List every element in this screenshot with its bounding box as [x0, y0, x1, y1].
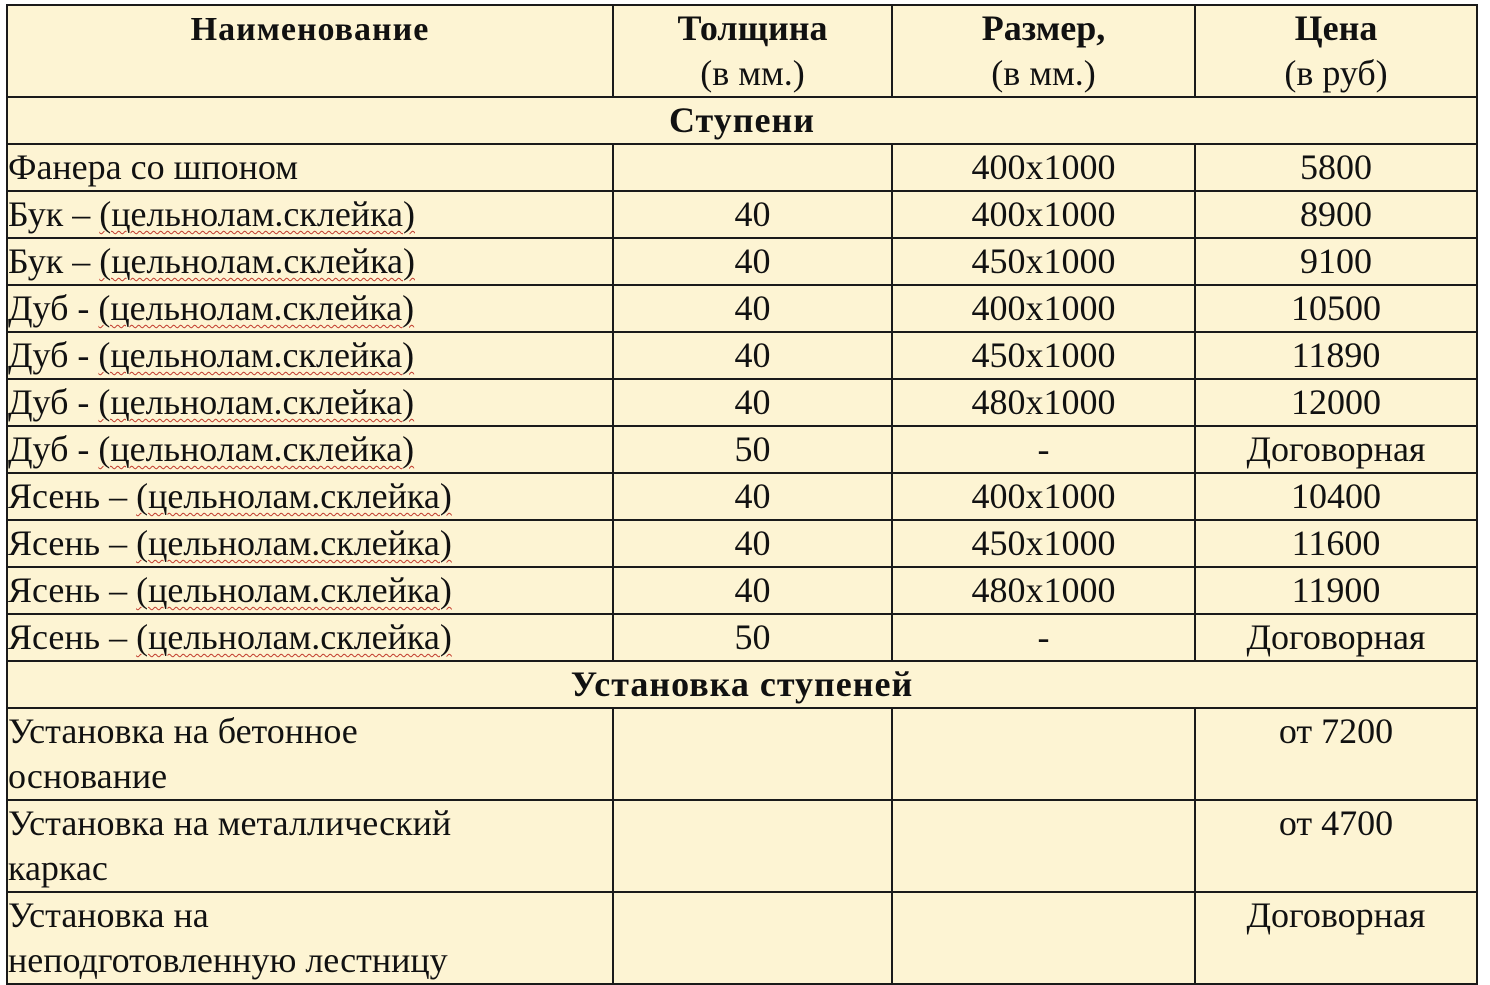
item-price: 11890	[1195, 332, 1477, 379]
install-price: Договорная	[1195, 892, 1477, 984]
item-name	[7, 238, 613, 285]
item-size: -	[892, 426, 1195, 473]
install-name-line1: Установка на бетонное	[8, 711, 358, 751]
item-name-main: (цельнолам.склейка)	[99, 241, 415, 281]
item-thickness: 40	[613, 285, 892, 332]
item-price: 12000	[1195, 379, 1477, 426]
item-size: -	[892, 614, 1195, 661]
item-size: 400х1000	[892, 473, 1195, 520]
item-thickness: 40	[613, 238, 892, 285]
table-row	[7, 473, 1477, 520]
install-size	[892, 892, 1195, 984]
table-row	[7, 191, 1477, 238]
item-thickness: 40	[613, 567, 892, 614]
item-price: 11600	[1195, 520, 1477, 567]
header-price-unit: (в руб)	[1284, 53, 1388, 93]
section-title-install: Установка ступеней	[7, 661, 1477, 708]
item-name-main: (цельнолам.склейка)	[99, 194, 415, 234]
item-name	[7, 614, 613, 661]
item-price: Договорная	[1195, 614, 1477, 661]
install-thickness	[613, 708, 892, 800]
item-thickness: 40	[613, 191, 892, 238]
install-name-line1: Установка на	[8, 895, 209, 935]
install-thickness	[613, 800, 892, 892]
item-name-prefix: Ясень –	[8, 476, 137, 516]
price-table	[6, 4, 1478, 985]
table-row	[7, 520, 1477, 567]
item-name	[7, 332, 613, 379]
item-name-prefix: Ясень –	[8, 570, 137, 610]
table-row	[7, 238, 1477, 285]
table-row	[7, 567, 1477, 614]
item-name-main: (цельнолам.склейка)	[136, 523, 452, 563]
table-row	[7, 892, 1477, 984]
item-name-main: (цельнолам.склейка)	[136, 476, 452, 516]
item-size: 400х1000	[892, 191, 1195, 238]
item-thickness: 40	[613, 473, 892, 520]
table-row	[7, 332, 1477, 379]
header-name	[7, 5, 613, 97]
header-name-text: Наименование	[190, 11, 430, 48]
section-title-steps: Ступени	[7, 97, 1477, 144]
item-price: Договорная	[1195, 426, 1477, 473]
item-name-main: (цельнолам.склейка)	[98, 382, 415, 422]
item-thickness	[613, 144, 892, 191]
item-size: 450х1000	[892, 238, 1195, 285]
item-thickness: 50	[613, 614, 892, 661]
item-name-prefix: Дуб -	[8, 382, 99, 422]
item-name-main: (цельнолам.склейка)	[136, 617, 452, 657]
section-row-install	[7, 661, 1477, 708]
item-name: Фанера со шпоном	[7, 144, 613, 191]
item-thickness: 50	[613, 426, 892, 473]
item-price: 11900	[1195, 567, 1477, 614]
install-size	[892, 708, 1195, 800]
install-price: от 4700	[1195, 800, 1477, 892]
item-size: 450х1000	[892, 332, 1195, 379]
item-name	[7, 285, 613, 332]
item-price: 10500	[1195, 285, 1477, 332]
item-price: 10400	[1195, 473, 1477, 520]
item-name-prefix: Дуб -	[8, 288, 99, 328]
install-name	[7, 800, 613, 892]
install-name	[7, 708, 613, 800]
install-name-line2: каркас	[8, 848, 108, 888]
item-name-prefix: Бук –	[8, 241, 100, 281]
section-row-steps	[7, 97, 1477, 144]
item-name-prefix: Дуб -	[8, 429, 99, 469]
install-thickness	[613, 892, 892, 984]
install-name-line2: неподготовленную лестницу	[8, 940, 448, 980]
item-name-main: (цельнолам.склейка)	[136, 570, 452, 610]
item-size: 400х1000	[892, 144, 1195, 191]
item-name	[7, 426, 613, 473]
header-thickness-title: Толщина	[677, 8, 828, 48]
table-row	[7, 144, 1477, 191]
install-price: от 7200	[1195, 708, 1477, 800]
header-size-unit: (в мм.)	[991, 53, 1096, 93]
header-thickness	[613, 5, 892, 97]
table-row	[7, 614, 1477, 661]
item-price: 8900	[1195, 191, 1477, 238]
install-name-line1: Установка на металлический	[8, 803, 452, 843]
install-name-line2: основание	[8, 756, 168, 796]
item-name	[7, 379, 613, 426]
install-size	[892, 800, 1195, 892]
item-name-prefix: Дуб -	[8, 335, 99, 375]
item-name-main: (цельнолам.склейка)	[98, 335, 415, 375]
table-row	[7, 800, 1477, 892]
header-size	[892, 5, 1195, 97]
item-price: 9100	[1195, 238, 1477, 285]
item-size: 480х1000	[892, 379, 1195, 426]
item-size: 400х1000	[892, 285, 1195, 332]
table-row	[7, 379, 1477, 426]
header-price-title: Цена	[1294, 8, 1378, 48]
item-name	[7, 473, 613, 520]
item-name	[7, 520, 613, 567]
item-size: 480х1000	[892, 567, 1195, 614]
table-row	[7, 285, 1477, 332]
item-size: 450х1000	[892, 520, 1195, 567]
item-name-prefix: Бук –	[8, 194, 100, 234]
header-price	[1195, 5, 1477, 97]
table-row	[7, 426, 1477, 473]
header-thickness-unit: (в мм.)	[700, 53, 805, 93]
item-name	[7, 567, 613, 614]
item-name-prefix: Ясень –	[8, 617, 137, 657]
install-name	[7, 892, 613, 984]
item-name	[7, 191, 613, 238]
item-name-main: (цельнолам.склейка)	[98, 288, 415, 328]
header-row	[7, 5, 1477, 97]
item-thickness: 40	[613, 520, 892, 567]
item-name-prefix: Ясень –	[8, 523, 137, 563]
item-name-main: (цельнолам.склейка)	[98, 429, 415, 469]
item-thickness: 40	[613, 332, 892, 379]
item-price: 5800	[1195, 144, 1477, 191]
table-row	[7, 708, 1477, 800]
item-thickness: 40	[613, 379, 892, 426]
header-size-title: Размер,	[981, 8, 1106, 48]
